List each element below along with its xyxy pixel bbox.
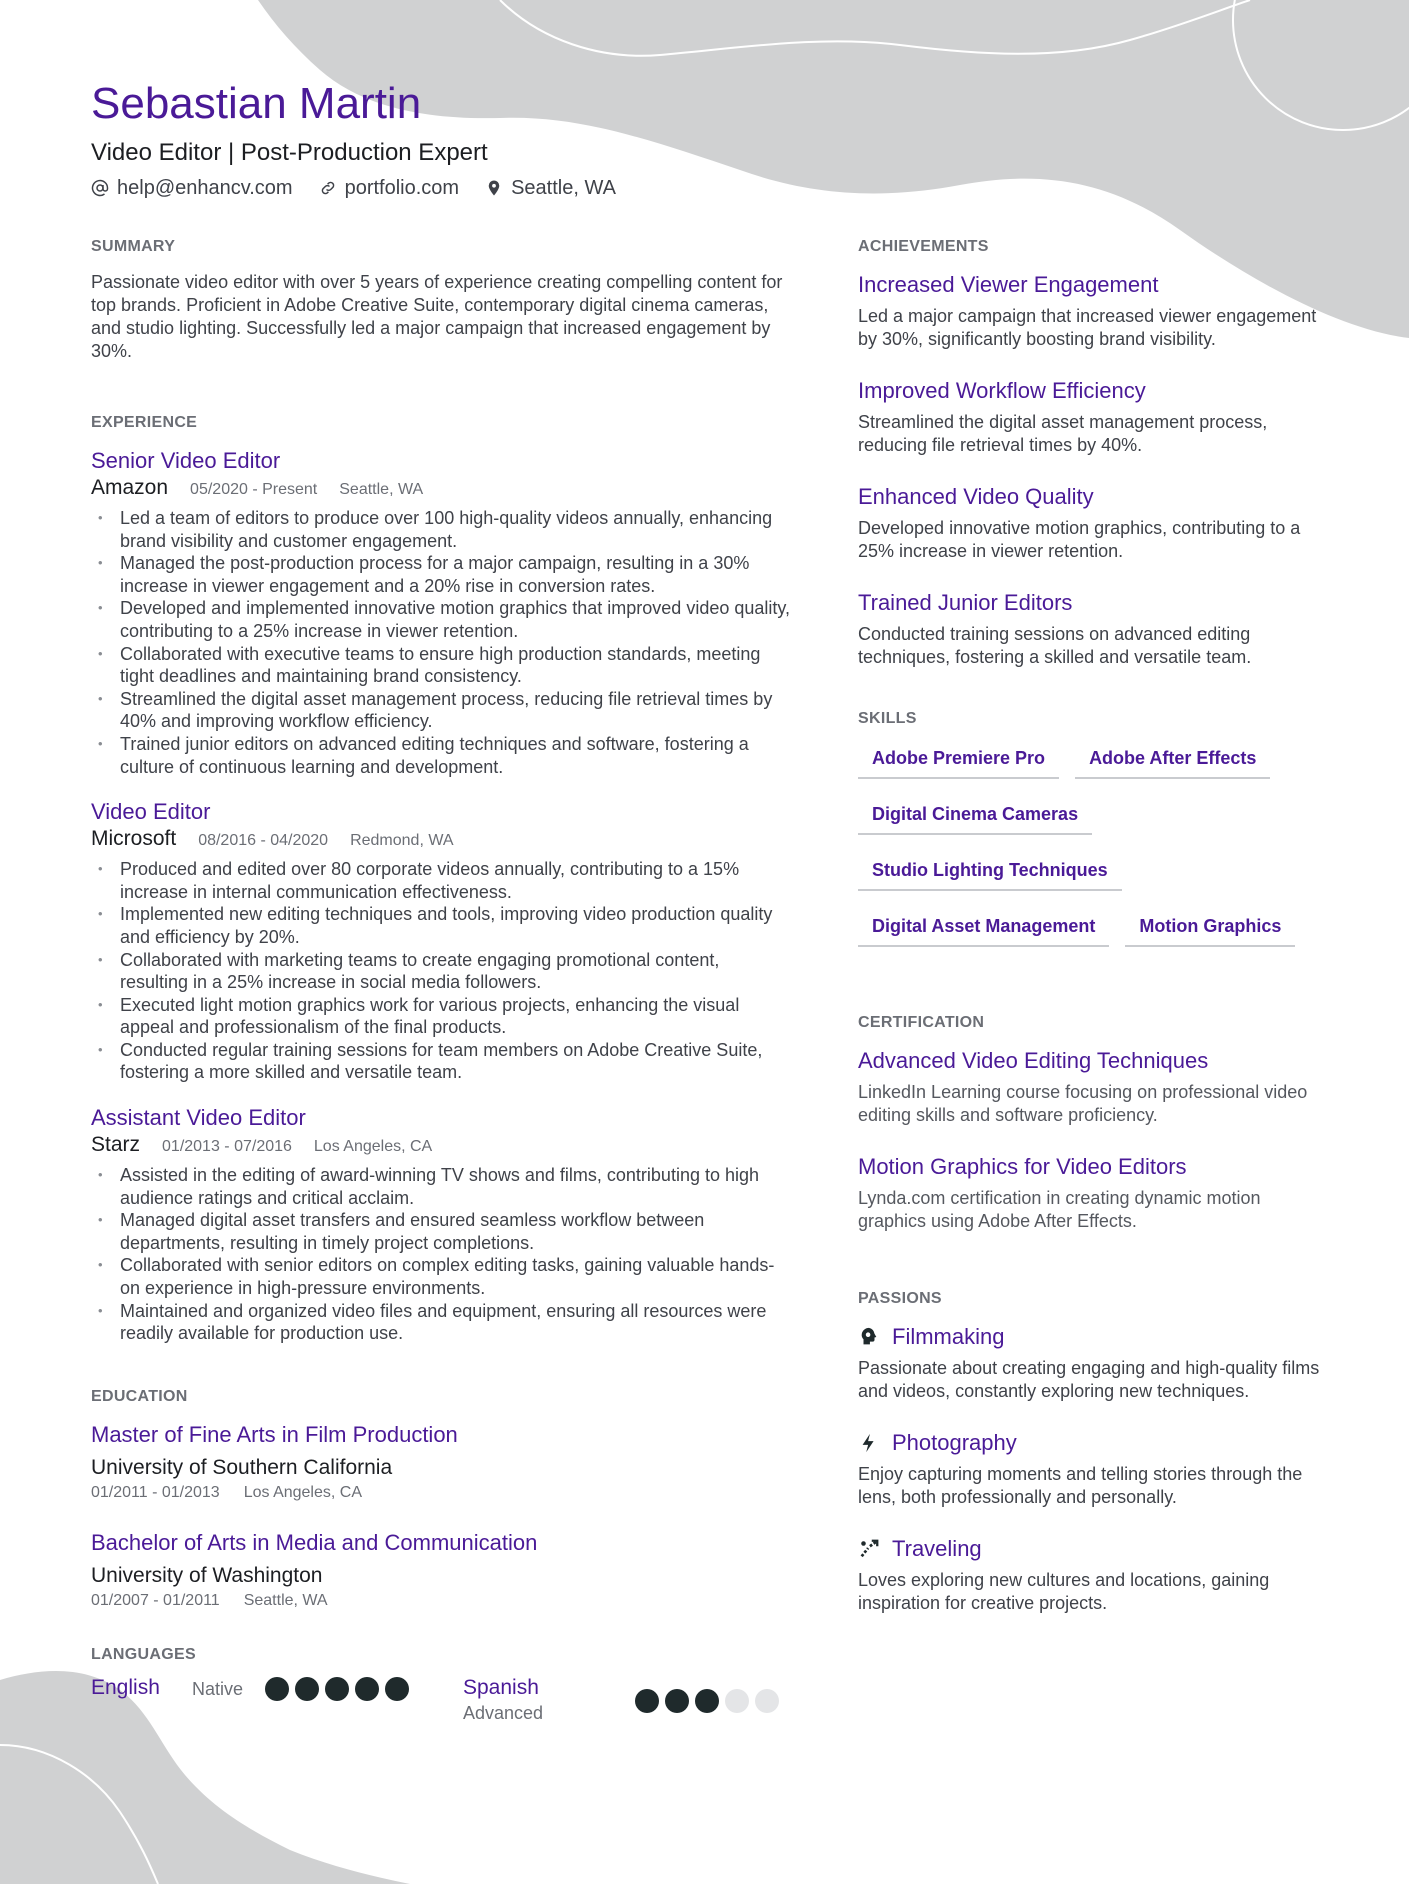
lightning-icon <box>858 1432 880 1454</box>
skill-tag: Digital Asset Management <box>858 911 1109 947</box>
certification-title: Motion Graphics for Video Editors <box>858 1154 1187 1179</box>
certification-section <box>858 1013 1328 1233</box>
job-bullet: • Led a team of editors to produce over 100 high-quality videos annually, enhancing brand visibility and customer engagement. <box>91 507 791 552</box>
job-bullet-list <box>91 858 791 1084</box>
job-bullet-list <box>91 507 791 778</box>
contact-location <box>485 174 616 202</box>
candidate-role: Video Editor | Post-Production Expert <box>91 139 488 166</box>
skill-tag: Digital Cinema Cameras <box>858 799 1092 835</box>
head-brain-icon <box>858 1326 880 1348</box>
job-bullet: • Maintained and organized video files and equipment, ensuring all resources were readily available for production use. <box>91 1300 791 1345</box>
achievement-item <box>858 589 1328 669</box>
school-name: University of Washington <box>91 1563 323 1587</box>
degree-title: Bachelor of Arts in Media and Communication <box>91 1529 538 1555</box>
job-bullet: • Collaborated with executive teams to ensure high production standards, meeting tight deadlines and maintaining brand consistency. <box>91 643 791 688</box>
skill-tag: Adobe After Effects <box>1075 743 1270 779</box>
education-item <box>91 1421 791 1503</box>
experience-heading: EXPERIENCE <box>91 414 198 431</box>
certification-text: LinkedIn Learning course focusing on professional video editing skills and software proficiency. <box>858 1082 1308 1125</box>
job-dates: 05/2020 - Present <box>190 481 318 498</box>
summary-heading: SUMMARY <box>91 238 176 255</box>
rating-dot-filled <box>635 1689 659 1713</box>
contact-list <box>91 174 851 202</box>
languages-heading: LANGUAGES <box>91 1645 196 1663</box>
rating-dot-filled <box>265 1677 289 1701</box>
job-meta-row <box>91 475 791 503</box>
language-rating <box>265 1677 409 1701</box>
right-column <box>858 237 1328 1641</box>
job-meta-row <box>91 826 791 854</box>
skills-heading: SKILLS <box>858 710 917 727</box>
summary-section <box>91 237 791 363</box>
certification-title: Advanced Video Editing Techniques <box>858 1048 1209 1073</box>
language-level: Advanced <box>463 1702 544 1723</box>
job-bullet: • Implemented new editing techniques and tools, improving video production quality and efficiency by 20%. <box>91 903 791 948</box>
education-location: Seattle, WA <box>243 1591 328 1609</box>
contact-portfolio[interactable] <box>319 174 460 202</box>
job-dates: 01/2013 - 07/2016 <box>162 1138 292 1156</box>
certification-item <box>858 1047 1328 1127</box>
route-icon <box>858 1538 880 1560</box>
resume-header <box>91 78 851 202</box>
school-name: University of Southern California <box>91 1455 393 1479</box>
rating-dot-filled <box>355 1677 379 1701</box>
job-bullet: • Managed the post-production process for a major campaign, resulting in a 30% increase in viewer engagement and a 20% rise in conversion rates. <box>91 552 791 597</box>
company-name: Starz <box>91 1133 141 1157</box>
job-title: Assistant Video Editor <box>91 1105 306 1131</box>
job-location: Redmond, WA <box>350 832 454 850</box>
achievements-section <box>858 237 1328 669</box>
education-item <box>91 1529 791 1611</box>
language-level: Native <box>192 1678 244 1699</box>
job-bullet: • Collaborated with marketing teams to create engaging promotional content, resulting in a 25% increase in social media followers. <box>91 949 791 994</box>
achievements-heading: ACHIEVEMENTS <box>858 238 989 255</box>
rating-dot-empty <box>755 1689 779 1713</box>
job-bullet: • Managed digital asset transfers and ensured seamless workflow between departments, resulting in timely project completions. <box>91 1209 791 1254</box>
skill-tag: Motion Graphics <box>1125 911 1295 947</box>
language-name: English <box>91 1675 160 1699</box>
education-dates: 01/2007 - 01/2011 <box>91 1591 220 1609</box>
job-location: Los Angeles, CA <box>313 1138 433 1156</box>
language-name: Spanish <box>463 1675 539 1699</box>
job-bullet: • Trained junior editors on advanced editing techniques and software, fostering a culture of continuous learning and development. <box>91 733 791 778</box>
job-bullet: • Conducted regular training sessions for team members on Adobe Creative Suite, fostering a more skilled and versatile team. <box>91 1039 791 1084</box>
summary-text: Passionate video editor with over 5 years of experience creating compelling content for top brands. Proficient in Adobe Creative Suite, contemporary digital cinema cameras, and studio lighting. Successfully led a major campaign that increased engagement by 30%. <box>91 272 783 361</box>
job-bullet: • Produced and edited over 80 corporate videos annually, contributing to a 15% increase in internal communication effectiveness. <box>91 858 791 903</box>
skill-tag: Adobe Premiere Pro <box>858 743 1059 779</box>
passion-header <box>858 1429 1328 1457</box>
skills-section <box>858 709 1328 947</box>
company-name: Amazon <box>91 476 169 499</box>
rating-dot-filled <box>385 1677 409 1701</box>
language-list <box>91 1675 791 1725</box>
certification-text: Lynda.com certification in creating dynamic motion graphics using Adobe After Effects. <box>858 1188 1261 1231</box>
rating-dot-empty <box>725 1689 749 1713</box>
candidate-name: Sebastian Martin <box>91 79 422 128</box>
passion-header <box>858 1323 1328 1351</box>
left-column <box>91 237 791 1725</box>
education-section <box>91 1387 791 1611</box>
job-dates: 08/2016 - 04/2020 <box>198 832 329 850</box>
experience-item <box>91 447 791 778</box>
job-bullet: • Streamlined the digital asset management process, reducing file retrieval times by 40% and improving workflow efficiency. <box>91 688 791 733</box>
location-pin-icon <box>485 179 503 197</box>
job-meta-row <box>91 1132 791 1160</box>
link-icon <box>319 179 337 197</box>
contact-email-text: help@enhancv.com <box>117 177 293 199</box>
experience-item <box>91 798 791 1084</box>
passions-section <box>858 1289 1328 1615</box>
company-name: Microsoft <box>91 827 177 851</box>
job-title: Video Editor <box>91 799 211 825</box>
achievement-title: Improved Workflow Efficiency <box>858 378 1146 403</box>
achievement-text: Streamlined the digital asset management process, reducing file retrieval times by 40%. <box>858 412 1268 455</box>
education-meta <box>91 1483 791 1503</box>
passion-item <box>858 1323 1328 1403</box>
education-dates: 01/2011 - 01/2013 <box>91 1483 220 1501</box>
education-location: Los Angeles, CA <box>243 1483 362 1501</box>
language-rating <box>635 1689 779 1713</box>
achievement-item <box>858 377 1328 457</box>
achievement-text: Developed innovative motion graphics, contributing to a 25% increase in viewer retention. <box>858 518 1301 561</box>
passion-header <box>858 1535 1328 1563</box>
passions-heading: PASSIONS <box>858 1290 942 1307</box>
experience-section <box>91 413 791 1345</box>
contact-location-text: Seattle, WA <box>511 177 616 199</box>
passion-text: Loves exploring new cultures and locations, gaining inspiration for creative projects. <box>858 1570 1270 1613</box>
achievement-text: Conducted training sessions on advanced editing techniques, fostering a skilled and versatile team. <box>858 624 1252 667</box>
rating-dot-filled <box>665 1689 689 1713</box>
certification-item <box>858 1153 1328 1233</box>
job-location: Seattle, WA <box>339 481 424 498</box>
passion-item <box>858 1429 1328 1509</box>
job-bullet: • Executed light motion graphics work for various projects, enhancing the visual appeal and professionalism of the final products. <box>91 994 791 1039</box>
achievement-title: Trained Junior Editors <box>858 590 1073 615</box>
job-title: Senior Video Editor <box>91 448 281 473</box>
passion-title: Photography <box>892 1430 1017 1455</box>
achievement-item <box>858 483 1328 563</box>
achievement-title: Increased Viewer Engagement <box>858 272 1159 297</box>
languages-section <box>91 1645 791 1725</box>
passion-text: Enjoy capturing moments and telling stories through the lens, both professionally and personally. <box>858 1464 1303 1507</box>
contact-portfolio-text: portfolio.com <box>344 177 460 199</box>
passion-title: Filmmaking <box>892 1324 1005 1349</box>
language-item-english <box>91 1675 463 1701</box>
passion-text: Passionate about creating engaging and high-quality films and videos, constantly exploring new techniques. <box>858 1358 1320 1401</box>
job-bullet: • Developed and implemented innovative motion graphics that improved video quality, contributing to a 25% increase in viewer retention. <box>91 597 791 642</box>
achievement-text: Led a major campaign that increased viewer engagement by 30%, significantly boosting brand visibility. <box>858 306 1317 349</box>
passion-title: Traveling <box>892 1536 982 1561</box>
job-bullet: • Assisted in the editing of award-winning TV shows and films, contributing to high audience ratings and critical acclaim. <box>91 1164 791 1209</box>
language-item-spanish <box>463 1675 779 1725</box>
certification-heading: CERTIFICATION <box>858 1014 985 1031</box>
contact-email[interactable] <box>91 174 293 202</box>
at-icon <box>91 179 109 197</box>
education-meta <box>91 1591 791 1611</box>
skill-tag: Studio Lighting Techniques <box>858 855 1122 891</box>
education-heading: EDUCATION <box>91 1387 188 1405</box>
achievement-title: Enhanced Video Quality <box>858 484 1094 509</box>
rating-dot-filled <box>295 1677 319 1701</box>
achievement-item <box>858 271 1328 351</box>
job-bullet: • Collaborated with senior editors on complex editing tasks, gaining valuable hands-on experience in high-pressure environments. <box>91 1254 791 1299</box>
passion-item <box>858 1535 1328 1615</box>
degree-title: Master of Fine Arts in Film Production <box>91 1421 458 1447</box>
rating-dot-filled <box>325 1677 349 1701</box>
experience-item <box>91 1104 791 1345</box>
job-bullet-list <box>91 1164 791 1345</box>
rating-dot-filled <box>695 1689 719 1713</box>
skill-tag-list <box>858 743 1328 947</box>
